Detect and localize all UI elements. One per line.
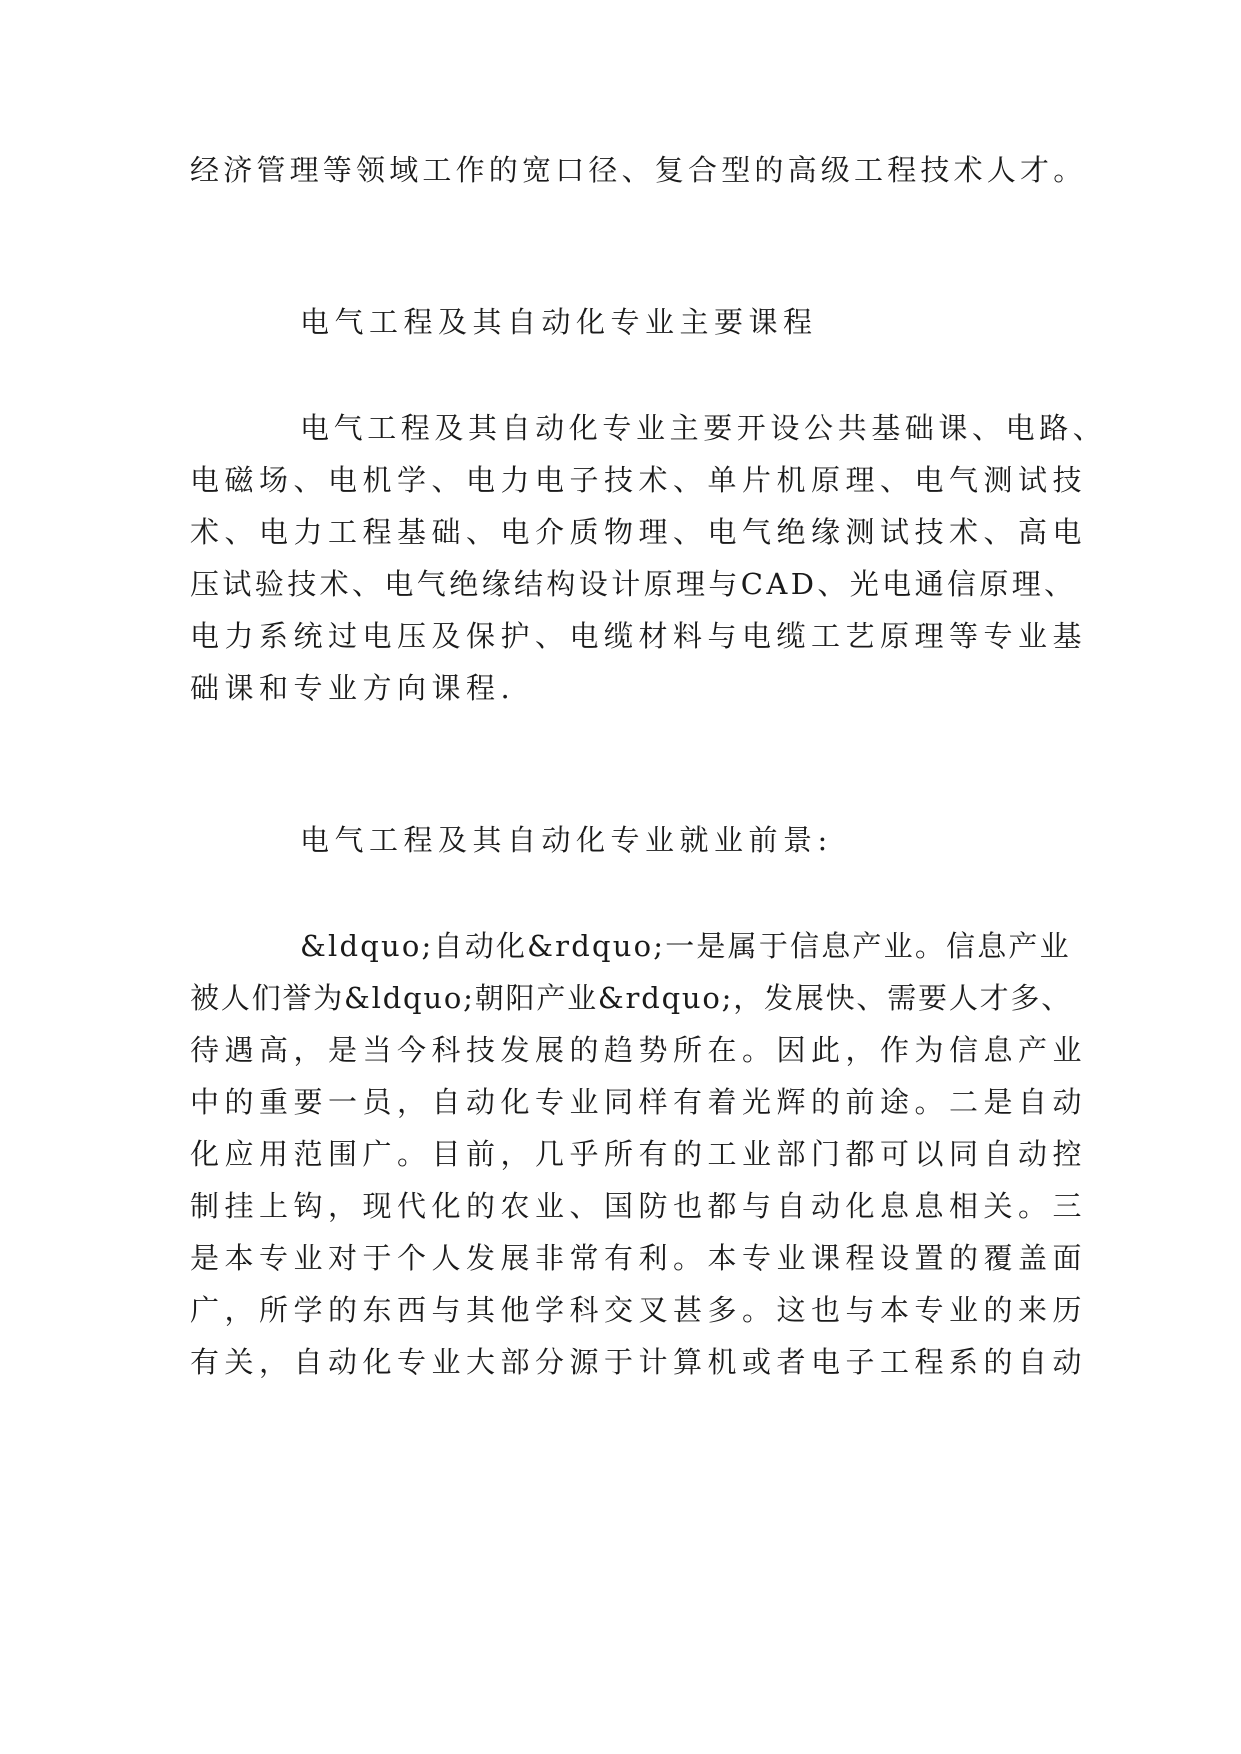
paragraph-line: 化应用范围广。目前，几乎所有的工业部门都可以同自动控 bbox=[190, 1137, 1088, 1171]
paragraph-line: 压试验技术、电气绝缘结构设计原理与CAD、光电通信原理、 bbox=[190, 567, 1077, 601]
section-heading-courses: 电气工程及其自动化专业主要课程 bbox=[300, 305, 818, 339]
paragraph-line: 电磁场、电机学、电力电子技术、单片机原理、电气测试技 bbox=[190, 463, 1088, 497]
paragraph-line: 术、电力工程基础、电介质物理、电气绝缘测试技术、高电 bbox=[190, 515, 1088, 549]
paragraph-line: &ldquo;自动化&rdquo;一是属于信息产业。信息产业 bbox=[300, 929, 1071, 963]
paragraph-line: 础课和专业方向课程. bbox=[190, 671, 516, 705]
paragraph-line: 制挂上钩，现代化的农业、国防也都与自动化息息相关。三 bbox=[190, 1189, 1088, 1223]
paragraph-line: 电气工程及其自动化专业主要开设公共基础课、电路、 bbox=[300, 411, 1107, 445]
paragraph-line: 被人们誉为&ldquo;朝阳产业&rdquo;，发展快、需要人才多、 bbox=[190, 981, 1073, 1015]
paragraph-line: 有关，自动化专业大部分源于计算机或者电子工程系的自动 bbox=[190, 1345, 1088, 1379]
paragraph-line: 电力系统过电压及保护、电缆材料与电缆工艺原理等专业基 bbox=[190, 619, 1088, 653]
paragraph-line: 中的重要一员，自动化专业同样有着光辉的前途。二是自动 bbox=[190, 1085, 1088, 1119]
paragraph-line: 广，所学的东西与其他学科交叉甚多。这也与本专业的来历 bbox=[190, 1293, 1088, 1327]
section-heading-prospects: 电气工程及其自动化专业就业前景: bbox=[300, 823, 833, 857]
paragraph-line: 是本专业对于个人发展非常有利。本专业课程设置的覆盖面 bbox=[190, 1241, 1088, 1275]
paragraph-line: 经济管理等领域工作的宽口径、复合型的高级工程技术人才。 bbox=[190, 153, 1087, 187]
paragraph-line: 待遇高，是当今科技发展的趋势所在。因此，作为信息产业 bbox=[190, 1033, 1088, 1067]
